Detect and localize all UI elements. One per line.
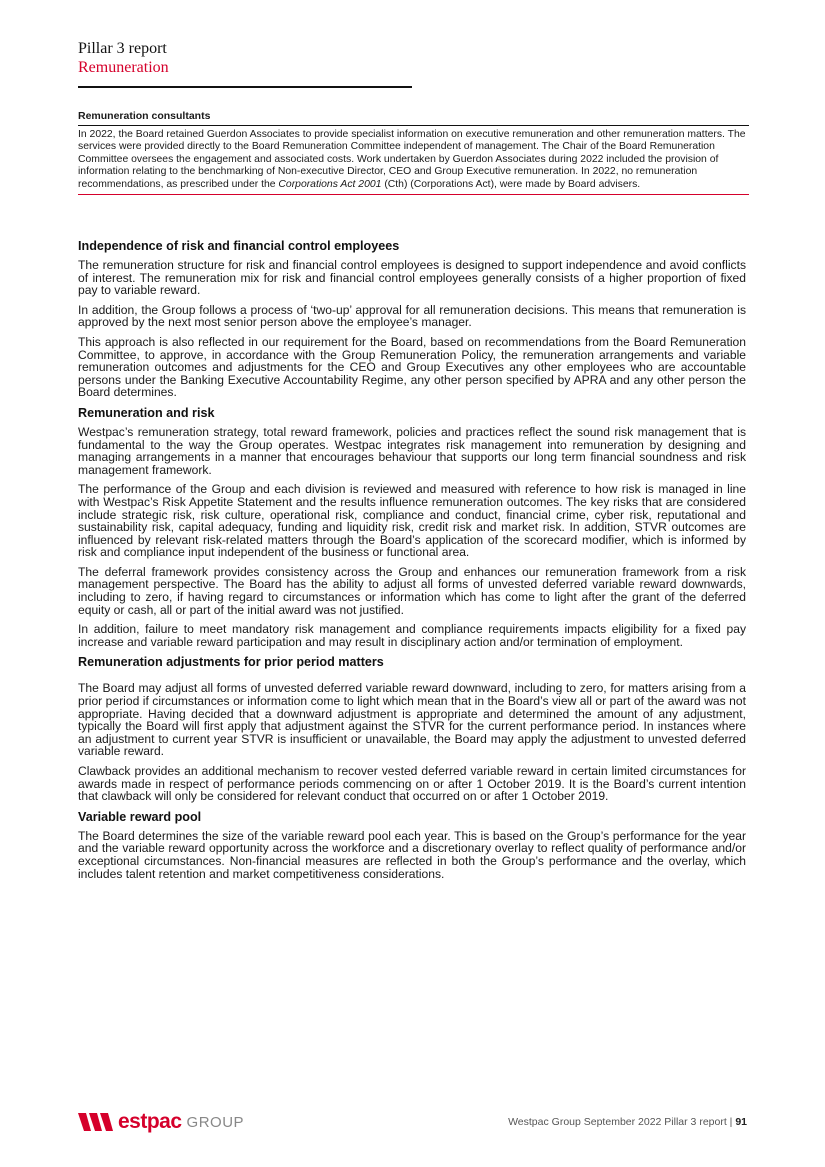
risk-paragraph-1: Westpac’s remuneration strategy, total reward framework, policies and practices reflect the sound risk management that is fundamental to the way the Group operates. Westpac integrates risk management into remuneration by designing and managing arrangements in a manner that encourages behaviour that supports our long term financial soundness and risk management framework. xyxy=(78,424,746,477)
header-divider xyxy=(78,86,412,88)
main-content xyxy=(78,239,746,887)
consultants-heading: Remuneration consultants xyxy=(78,110,211,122)
westpac-logo xyxy=(78,1110,244,1134)
risk-paragraph-4: In addition, failure to meet mandatory risk management and compliance requirements impacts eligibility for a fixed pay increase and variable reward participation and may result in disciplinary action and/or termination of employment. xyxy=(78,622,746,649)
consultants-box xyxy=(78,110,749,195)
box-bottom-rule xyxy=(78,194,749,195)
risk-paragraph-2: The performance of the Group and each division is reviewed and measured with reference to how risk is managed in line with Westpac’s Risk Appetite Statement and the results influence remuneration outcomes. The key risks that are considered include strategic risk, risk culture, operational risk, compliance and conduct, financial crime, cyber risk, reputational and sustainability risk, capital adequacy, funding and liquidity risk, credit risk and market risk. In addition, STVR outcomes are influenced by relevant risk-related matters through the Board’s application of the scorecard modifier, which is informed by risk and compliance input independent of the business or functional area. xyxy=(78,482,746,560)
report-title: Pillar 3 report xyxy=(78,40,167,57)
adjustments-heading: Remuneration adjustments for prior period matters xyxy=(78,655,384,670)
independence-heading: Independence of risk and financial control employees xyxy=(78,239,400,253)
pool-heading: Variable reward pool xyxy=(78,809,202,824)
consultants-text-part2: (Cth) (Corporations Act), were made by Board advisers. xyxy=(381,178,641,190)
logo-group-text: GROUP xyxy=(186,1113,245,1131)
westpac-w-logo-icon xyxy=(78,1111,118,1133)
footer-caption xyxy=(508,1116,747,1128)
footer-report-name: Westpac Group September 2022 Pillar 3 report | xyxy=(508,1116,736,1128)
independence-paragraph-2: In addition, the Group follows a process of ‘two-up’ approval for all remuneration decisions. This means that remuneration is approved by the next most senior person above the employee’s manager. xyxy=(78,302,746,330)
risk-heading: Remuneration and risk xyxy=(78,405,215,420)
risk-paragraph-3: The deferral framework provides consistency across the Group and enhances our remuneration framework from a risk management perspective. The Board has the ability to adjust all forms of unvested deferred variable reward downwards, including to zero, if having regard to circumstances or information which has come to light after the grant of the deferred equity or cash, all or part of the initial award was not justified. xyxy=(78,564,746,617)
section-subtitle: Remuneration xyxy=(78,59,169,76)
adjustments-paragraph-1: The Board may adjust all forms of unvested deferred variable reward downward, including to zero, for matters arising from a prior period if circumstances or information come to light which mean that in the Board’s view all or part of the award was not appropriate. Having decided that a downward adjustment is appropriate and determined the amount of any adjustment, typically the Board will first apply that adjustment against the STVR for the current performance period. In instances where an adjustment to current year STVR is insufficient or unavailable, the Board may apply the adjustment to unvested deferred variable reward. xyxy=(78,681,746,759)
consultants-text-part1: In 2022, the Board retained Guerdon Associates to provide specialist information on executive remuneration and other remuneration matters. The services were provided directly to the Board Remuneration Committee independent of management. The Chair of the Board Remuneration Committee oversees the engagement and associated costs. Work undertaken by Guerdon Associates during 2022 included the provision of information relating to the benchmarking of Non-executive Director, CEO and Group Executive remuneration. In 2022, no remuneration recommendations, as prescribed under the xyxy=(78,129,746,190)
independence-paragraph-1: The remuneration structure for risk and financial control employees is designed to support independence and avoid conflicts of interest. The remuneration mix for risk and financial control employees generally consists of a higher proportion of fixed pay to variable reward. xyxy=(78,258,746,298)
pool-paragraph-1: The Board determines the size of the variable reward pool each year. This is based on the Group’s performance for the year and the variable reward opportunity across the workforce and a discretionary overlay to reflect quality of performance and/or exceptional circumstances. Non-financial measures are reflected in both the Group’s performance and the overlay, which includes talent retention and market competitiveness considerations. xyxy=(78,828,746,881)
page-number: 91 xyxy=(735,1116,747,1128)
consultants-text xyxy=(78,126,749,194)
independence-paragraph-3: This approach is also reflected in our requirement for the Board, based on recommendations from the Board Remuneration Committee, to approve, in accordance with the Group Remuneration Policy, the remuneration arrangements and variable remuneration outcomes and adjustments for the CEO and Group Executives any other employees who are accountable persons under the Banking Executive Accountability Regime, any other person specified by APRA and any other person the Board determines. xyxy=(78,334,746,400)
consultants-act-name: Corporations Act 2001 xyxy=(278,178,382,190)
logo-wordmark: estpac xyxy=(118,1110,182,1133)
adjustments-paragraph-2: Clawback provides an additional mechanism to recover vested deferred variable reward in certain limited circumstances for awards made in respect of performance periods commencing on or after 1 October 2019. It is the Board’s current intention that clawback will only be considered for relevant conduct that occurred on or after 1 October 2019. xyxy=(78,764,746,804)
